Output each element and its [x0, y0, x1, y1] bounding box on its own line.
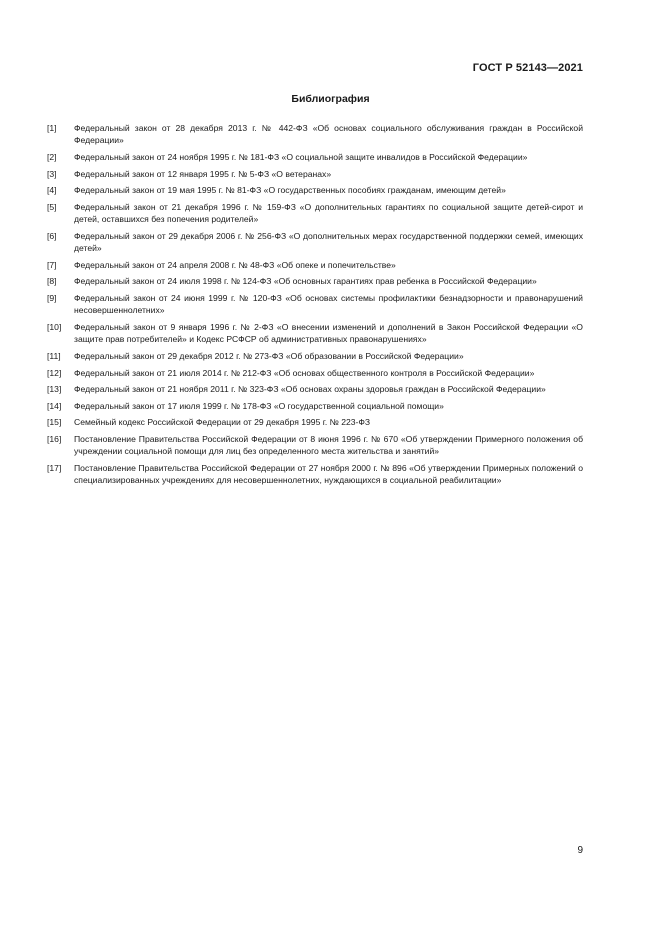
reference-number: [13] [47, 384, 62, 395]
list-item [47, 292, 583, 317]
list-item [47, 151, 583, 163]
list-item [47, 168, 583, 180]
page-number: 9 [577, 845, 583, 856]
reference-number: [17] [47, 462, 62, 473]
reference-text: Федеральный закон от 21 ноября 2011 г. № 323-ФЗ «Об основах охраны здоровья граждан в Российской Федерации» [74, 384, 546, 395]
list-item [47, 433, 583, 458]
list-item [47, 383, 583, 395]
reference-text: Федеральный закон от 19 мая 1995 г. № 81-ФЗ «О государственных пособиях гражданам, имеющим детей» [74, 185, 506, 196]
reference-text: Федеральный закон от 29 декабря 2006 г. № 256-ФЗ «О дополнительных мерах государственной поддержки семей, имеющих детей» [74, 230, 583, 254]
reference-number: [16] [47, 433, 62, 444]
reference-number: [2] [47, 152, 57, 162]
reference-number: [5] [47, 201, 57, 212]
list-item [47, 122, 583, 147]
reference-number: [6] [47, 230, 57, 241]
reference-text: Федеральный закон от 24 июля 1998 г. № 124-ФЗ «Об основных гарантиях прав ребенка в Российской Федерации» [74, 276, 537, 287]
reference-number: [1] [47, 123, 57, 133]
reference-text: Федеральный закон от 24 апреля 2008 г. № 48-ФЗ «Об опеке и попечительстве» [74, 259, 396, 270]
list-item [47, 400, 583, 412]
list-item [47, 462, 583, 487]
list-item [47, 416, 583, 428]
reference-number: [10] [47, 321, 62, 332]
list-item [47, 275, 583, 287]
reference-text: Федеральный закон от 17 июля 1999 г. № 178-ФЗ «О государственной социальной помощи» [74, 400, 444, 411]
reference-text: Федеральный закон от 21 июля 2014 г. № 212-ФЗ «Об основах общественного контроля в Российской Федерации» [74, 367, 535, 378]
reference-number: [8] [47, 276, 57, 287]
reference-number: [9] [47, 292, 57, 303]
document-code: ГОСТ Р 52143—2021 [472, 62, 583, 74]
reference-number: [12] [47, 367, 62, 378]
list-item [47, 230, 583, 255]
reference-text: Постановление Правительства Российской Федерации от 27 ноября 2000 г. № 896 «Об утверждении Примерных положений о специализированных учреждениях для несовершеннолетних, нуждающихся в социальной реабилитации» [74, 462, 583, 486]
reference-text: Федеральный закон от 28 декабря 2013 г. № 442-ФЗ «Об основах социального обслуживания граждан в Российской Федерации» [74, 123, 583, 146]
page-title: Библиография [291, 93, 370, 105]
reference-text: Федеральный закон от 24 ноября 1995 г. № 181-ФЗ «О социальной защите инвалидов в Российской Федерации» [74, 152, 528, 162]
reference-text: Федеральный закон от 29 декабря 2012 г. № 273-ФЗ «Об образовании в Российской Федерации» [74, 350, 464, 361]
list-item [47, 321, 583, 346]
reference-number: [15] [47, 417, 62, 428]
bibliography-list [47, 122, 583, 491]
reference-number: [3] [47, 168, 57, 179]
reference-text: Федеральный закон от 9 января 1996 г. № 2-ФЗ «О внесении изменений и дополнений в Закон Российской Федерации «О защите прав потребителей» и Кодекс РСФСР об административных правонарушениях» [74, 321, 583, 345]
reference-number: [4] [47, 185, 57, 196]
reference-text: Федеральный закон от 24 июня 1999 г. № 120-ФЗ «Об основах системы профилактики безнадзорности и правонарушений несовершеннолетних» [74, 292, 583, 316]
reference-text: Федеральный закон от 21 декабря 1996 г. № 159-ФЗ «О дополнительных гарантиях по социальной защите детей-сирот и детей, оставшихся без попечения родителей» [74, 201, 583, 225]
reference-text: Семейный кодекс Российской Федерации от 29 декабря 1995 г. № 223-ФЗ [74, 417, 371, 428]
list-item [47, 184, 583, 196]
reference-number: [14] [47, 400, 62, 411]
reference-text: Постановление Правительства Российской Федерации от 8 июня 1996 г. № 670 «Об утверждении Примерного положения об учреждении социальной помощи для лиц без определенного места жительства и занятий» [74, 433, 583, 457]
list-item [47, 259, 583, 271]
reference-number: [7] [47, 259, 57, 270]
reference-text: Федеральный закон от 12 января 1995 г. № 5-ФЗ «О ветеранах» [74, 168, 332, 179]
reference-number: [11] [47, 350, 61, 361]
list-item [47, 201, 583, 226]
list-item [47, 367, 583, 379]
list-item [47, 350, 583, 362]
